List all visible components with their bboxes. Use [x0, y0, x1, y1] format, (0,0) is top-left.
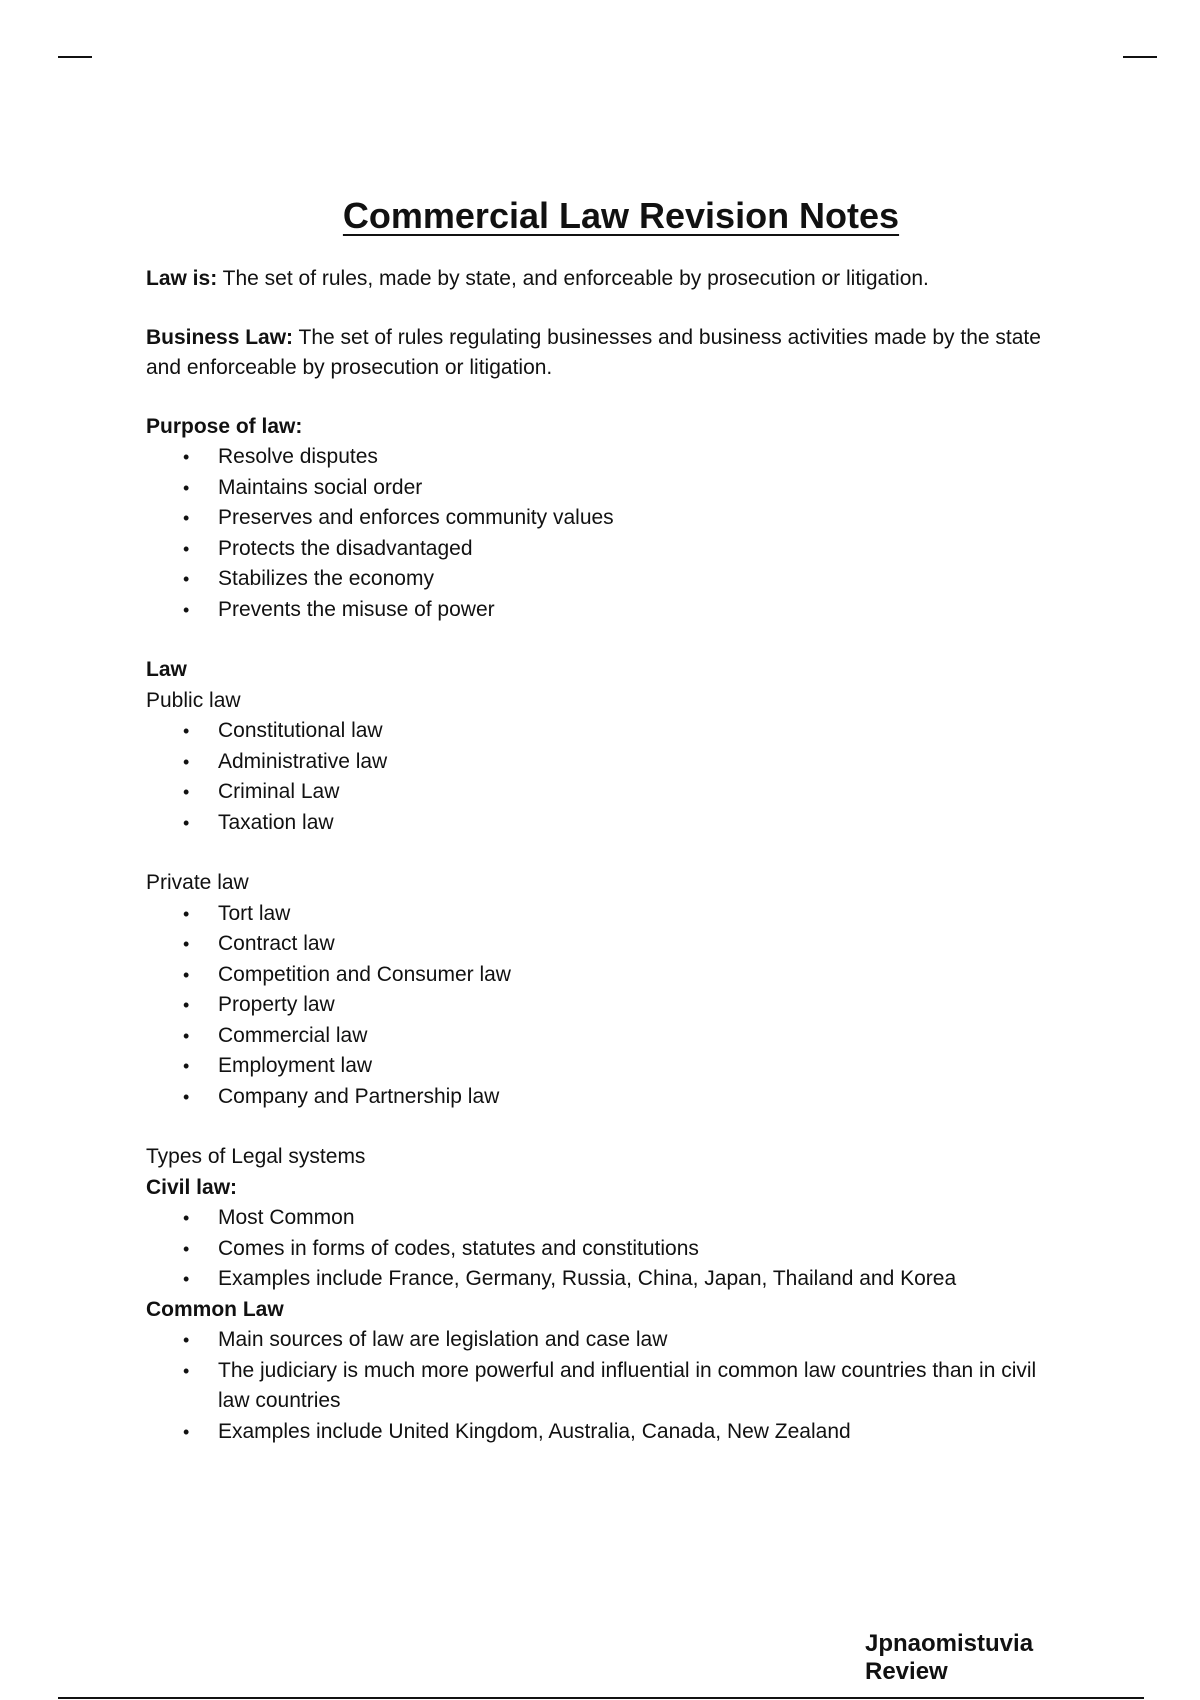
list-item: • Commercial law	[146, 1021, 1066, 1052]
business-law-term: Business Law:	[146, 325, 294, 349]
list-item: • Examples include United Kingdom, Australia, Canada, New Zealand	[146, 1417, 1066, 1448]
private-law-list	[146, 899, 1066, 1113]
public-law-heading: Public law	[146, 688, 241, 712]
list-item: • Property law	[146, 990, 1066, 1021]
watermark-brand	[865, 1630, 1033, 1686]
list-item: • Contract law	[146, 929, 1066, 960]
list-item: • Employment law	[146, 1051, 1066, 1082]
list-item: • Prevents the misuse of power	[146, 595, 1066, 626]
corner-mark-right	[1123, 56, 1157, 58]
law-definition	[146, 264, 1066, 295]
list-item: • The judiciary is much more powerful and influential in common law countries than in civil law countries	[146, 1356, 1066, 1417]
private-law-heading: Private law	[146, 871, 249, 894]
business-law-definition-text: The set of rules regulating businesses and business activities made by the state and enforceable by prosecution or litigation.	[146, 325, 1041, 379]
civil-law-list	[146, 1203, 1066, 1295]
common-law-list	[146, 1325, 1066, 1447]
bottom-rule	[58, 1697, 1144, 1699]
list-item: • Taxation law	[146, 808, 1066, 839]
list-item: • Maintains social order	[146, 473, 1066, 504]
purpose-heading: Purpose of law:	[146, 414, 303, 438]
civil-law-heading: Civil law:	[146, 1175, 238, 1199]
list-item: • Main sources of law are legislation and case law	[146, 1325, 1066, 1356]
list-item: • Company and Partnership law	[146, 1082, 1066, 1113]
list-item: • Most Common	[146, 1203, 1066, 1234]
list-item: • Comes in forms of codes, statutes and constitutions	[146, 1234, 1066, 1265]
business-law-definition	[146, 323, 1066, 384]
corner-mark-left	[58, 56, 92, 58]
list-item: • Tort law	[146, 899, 1066, 930]
list-item: • Resolve disputes	[146, 442, 1066, 473]
purpose-list	[146, 442, 1066, 625]
legal-systems-heading: Types of Legal systems	[146, 1145, 366, 1168]
public-law-list	[146, 716, 1066, 838]
page-title: Commercial Law Revision Notes	[342, 195, 900, 236]
law-heading: Law	[146, 658, 187, 681]
list-item: • Preserves and enforces community values	[146, 503, 1066, 534]
list-item: • Competition and Consumer law	[146, 960, 1066, 991]
list-item: • Protects the disadvantaged	[146, 534, 1066, 565]
list-item: • Stabilizes the economy	[146, 564, 1066, 595]
list-item: • Administrative law	[146, 747, 1066, 778]
law-term: Law is:	[146, 267, 218, 290]
list-item: • Examples include France, Germany, Russia, China, Japan, Thailand and Korea	[146, 1264, 1066, 1295]
watermark-line-2: Review	[865, 1658, 948, 1685]
list-item: • Constitutional law	[146, 716, 1066, 747]
common-law-heading: Common Law	[146, 1297, 284, 1321]
list-item: • Criminal Law	[146, 777, 1066, 808]
law-definition-text: The set of rules, made by state, and enforceable by prosecution or litigation.	[217, 267, 929, 290]
watermark-line-1: Jpnaomistuvia	[865, 1630, 1034, 1657]
document-page	[146, 194, 1066, 1447]
